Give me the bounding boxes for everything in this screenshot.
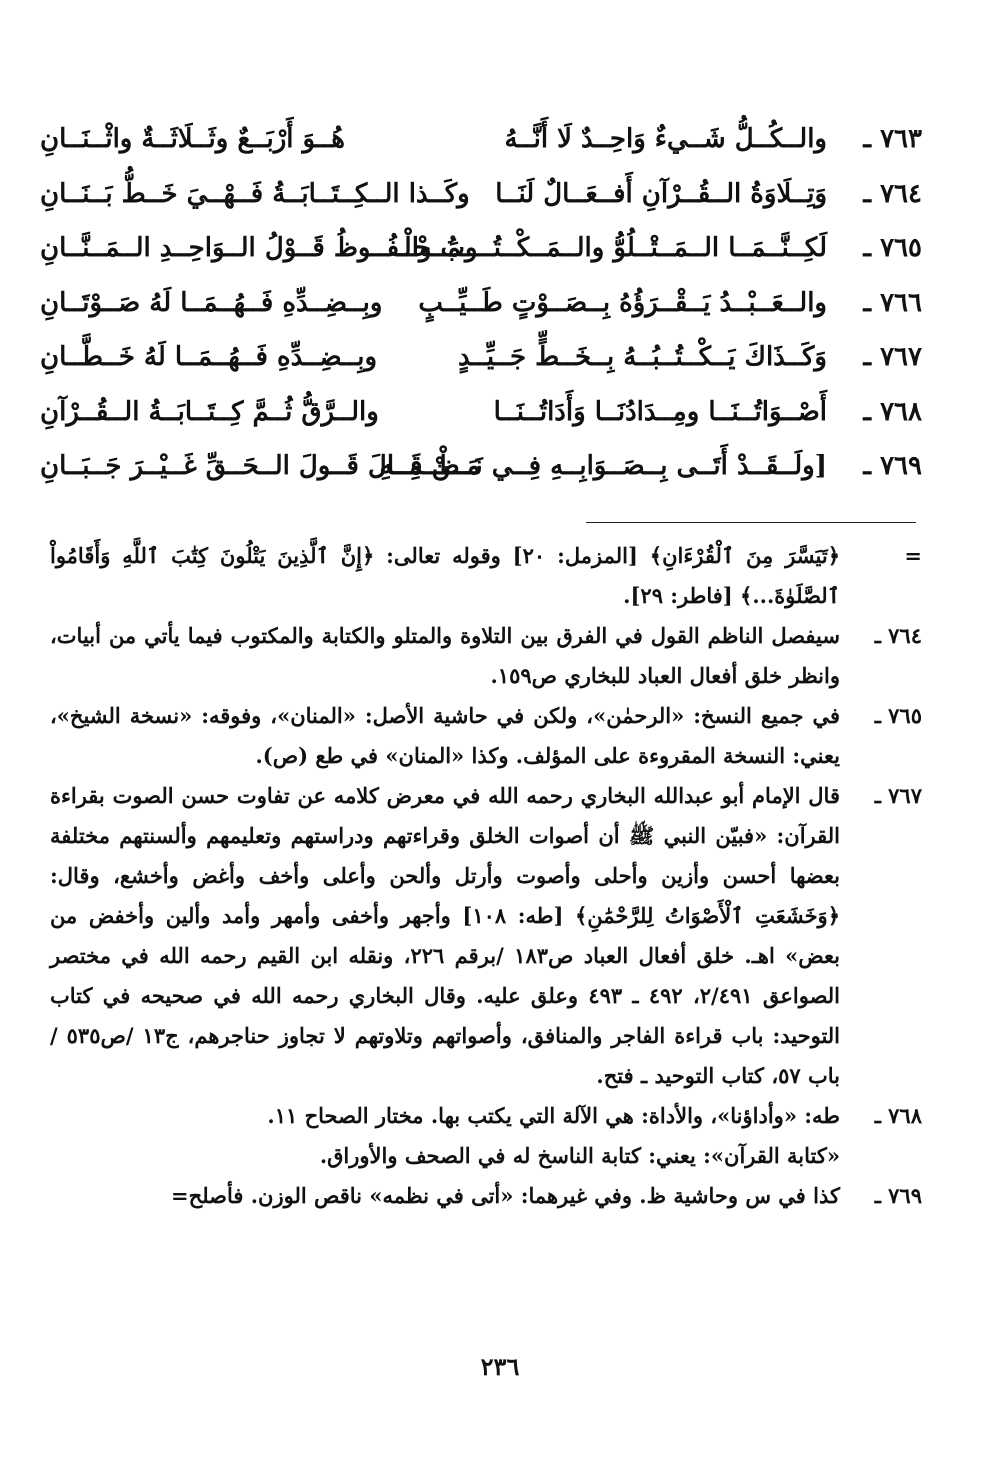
verse-second-hemistich: وبِــضِــدِّهِ فَــهُــمَــا لَهُ صَــوْتَــانِ (40, 287, 383, 318)
footnote-number: ٧٦٩ ـ (874, 1183, 922, 1208)
footnote (50, 536, 922, 616)
verse-number: ٧٦٩ ـ (863, 451, 922, 482)
footnote-text: «كتابة القرآن»: يعني: كتابة الناسخ له في الصحف والأوراق. (319, 1143, 840, 1168)
verse-row (40, 330, 922, 385)
verse-second-hemistich: وبِــضِــدِّهِ فَــهُــمَــا لَهُ خَــطَّــانِ (40, 342, 378, 373)
footnote (50, 1096, 922, 1136)
poem-verses (40, 112, 922, 494)
verse-first-hemistich: أَصْــوَاتُــنَــا ومِــدَادُنَــا وَأَدَاتُــنَــا (493, 396, 827, 427)
footnote-text: سيفصل الناظم القول في الفرق بين التلاوة والمتلو والكتابة والمكتوب فيما يأتي من أبيات، وانظر خلق أفعال العباد للبخاري ص١٥٩. (50, 623, 840, 688)
verse-number: ٧٦٦ ـ (863, 287, 922, 318)
footnote-separator (586, 522, 916, 523)
verse-first-hemistich: وَتِــلَاوَةُ الــقُــرْآنِ أَفــعَــالٌ لَنَــا (495, 178, 827, 209)
footnote-number: ٧٦٧ ـ (874, 783, 922, 808)
verse-first-hemistich: لَكِــنَّــمَــا الــمَــتْــلُوُّ والــمَــكْــتُــوبُ والْـ (396, 233, 827, 264)
verse-second-hemistich: هُــوَ أَرْبَــعٌ وثَــلَاثَــةٌ واثْــنَــانِ (40, 124, 345, 155)
verse-row (40, 439, 922, 494)
verse-row (40, 112, 922, 167)
verse-number: ٧٦٤ ـ (863, 178, 922, 209)
verse-second-hemistich: وكَــذا الــكِــتَــابَــةُ فَــهْــيَ خَــطُّ بَــنَــانِ (40, 178, 470, 209)
verse-first-hemistich: والــكُــلُّ شَــيءٌ وَاحِــدٌ لَا أَنَّــهُ (504, 124, 827, 155)
verse-second-hemistich: والــرَّقُّ ثُــمَّ كِــتَــابَــةُ الــقُــرْآنِ (40, 396, 379, 427)
verse-row (40, 385, 922, 440)
verse-number: ٧٦٨ ـ (863, 396, 922, 427)
footnote (50, 616, 922, 696)
footnote-number: ٧٦٥ ـ (874, 703, 922, 728)
verse-row (40, 167, 922, 222)
verse-number: ٧٦٧ ـ (863, 342, 922, 373)
verse-first-hemistich: [ولَــقَــدْ أَتَــى بِــصَــوَابِــهِ فِــي نَــظْــمِــهِ (379, 451, 827, 482)
verse-row (40, 276, 922, 331)
footnote-continuation (50, 1136, 922, 1176)
verse-first-hemistich: وَكَــذَاكَ يَــكْــتُــبُــهُ بِــخَــطٍّ جَــيِّــدٍ (458, 342, 827, 373)
verse-second-hemistich: مَــنْ قَــالَ قَــولَ الــحَــقِّ غَــيْــرَ جَــبَــانِ (40, 451, 481, 482)
page-number: ٢٣٦ (480, 1352, 520, 1381)
footnotes (50, 536, 922, 1216)
verse-second-hemistich: ـمَــحْــفُــوظُ قَــوْلُ الــوَاحِــدِ الــمَــنَّــانِ (40, 233, 470, 264)
verse-number: ٧٦٣ ـ (863, 124, 922, 155)
footnote-text: قال الإمام أبو عبدالله البخاري رحمه الله في معرض كلامه عن تفاوت حسن الصوت بقراءة القرآن: «فبيّن النبي ﷺ أن أصوات الخلق وقراءتهم ودراستهم وتعليمهم وألسنتهم مختلفة بعضها أحسن وأزين وأحلى وأصوت وأرتل وألحن وأعلى وأخف وأغض وأخشع، وقال: ﴿وَخَشَعَتِ ٱلْأَصْوَاتُ لِلرَّحْمَٰنِ﴾ [طه: ١٠٨] وأجهر وأخفى وأمهر وأمد وألين وأخفض من بعض» اهـ. خلق أفعال العباد ص١٨٣ /برقم ٢٢٦، ونقله ابن القيم رحمه الله في مختصر الصواعق ٢/٤٩١، ٤٩٢ ـ ٤٩٣ وعلق عليه. وقال البخاري رحمه الله في صحيحه في كتاب التوحيد: باب قراءة الفاجر والمنافق، وأصواتهم وتلاوتهم لا تجاوز حناجرهم، ج١٣ /ص٥٣٥ /باب ٥٧، كتاب التوحيد ـ فتح. (50, 783, 841, 1088)
footnote-number: ٧٦٤ ـ (874, 623, 922, 648)
footnote (50, 1176, 922, 1216)
footnote-number: = (904, 543, 922, 568)
footnote-text: كذا في س وحاشية ظ. وفي غيرهما: «أتى في نظمه» ناقص الوزن. فأصلح= (171, 1183, 840, 1208)
footnote-text: طه: «وأداؤنا»، والأداة: هي الآلة التي يكتب بها. مختار الصحاح ١١. (267, 1103, 840, 1128)
verse-row (40, 221, 922, 276)
footnote (50, 776, 922, 1096)
footnote-text: في جميع النسخ: «الرحمٰن»، ولكن في حاشية الأصل: «المنان»، وفوقه: «نسخة الشيخ»، يعني: النسخة المقروءة على المؤلف. وكذا «المنان» في طع (ص). (50, 703, 840, 768)
footnote (50, 696, 922, 776)
footnote-text: ﴿تَيَسَّرَ مِنَ ٱلْقُرْءَانِ﴾ [المزمل: ٢٠] وقوله تعالى: ﴿إِنَّ ٱلَّذِينَ يَتْلُونَ كِتَٰبَ ٱللَّهِ وَأَقَامُواْ ٱلصَّلَوٰةَ...﴾ [فاطر: ٢٩]. (50, 543, 840, 608)
verse-first-hemistich: والــعَــبْــدُ يَــقْــرَؤُهُ بِــصَــوْتٍ طَــيِّــبٍ (418, 287, 827, 318)
footnote-number: ٧٦٨ ـ (874, 1103, 922, 1128)
verse-number: ٧٦٥ ـ (863, 233, 922, 264)
